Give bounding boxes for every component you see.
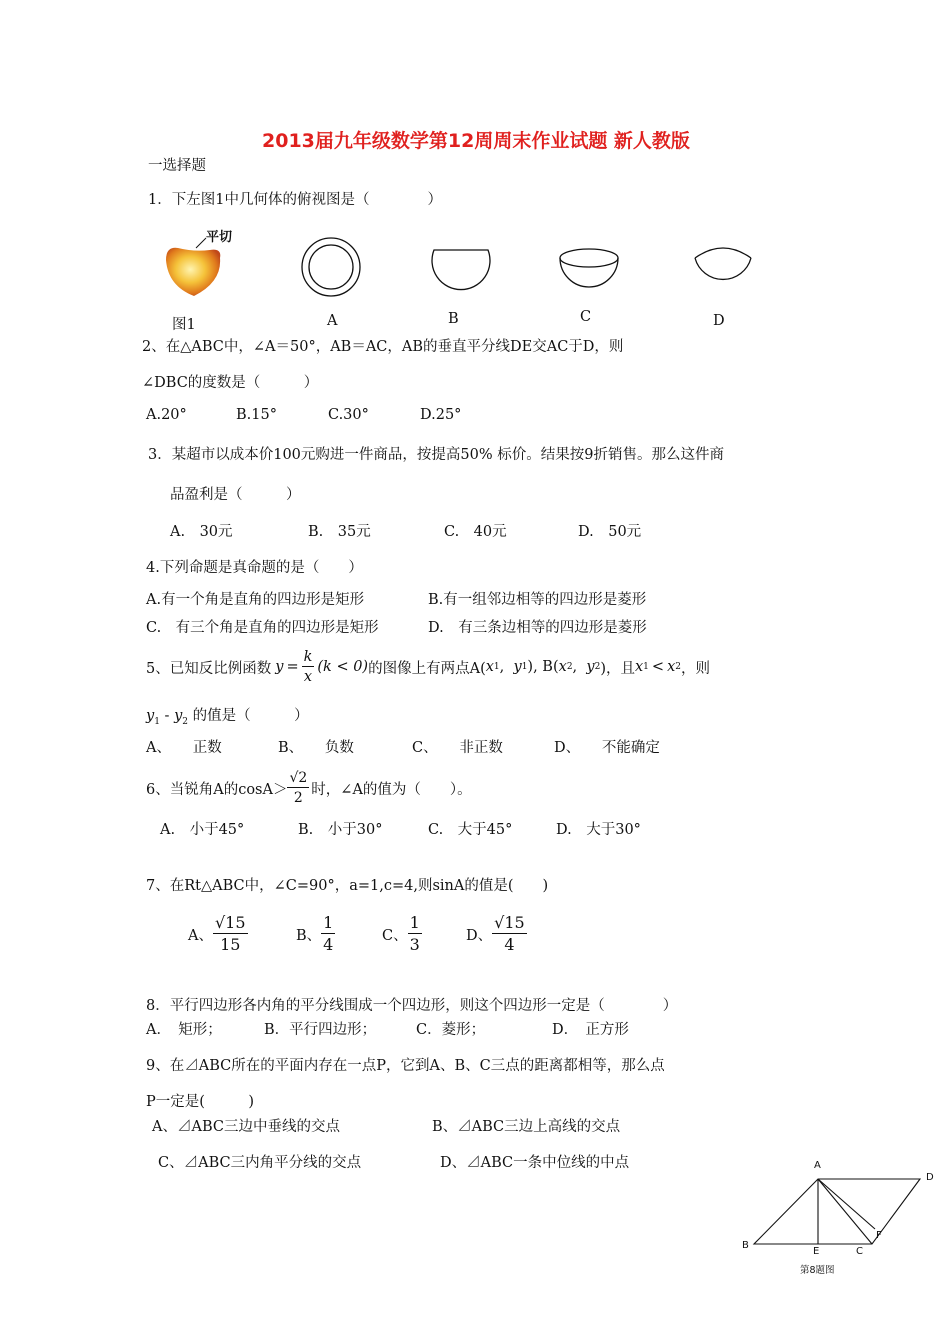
question-3-line-1: 3．某超市以成本价100元购进一件商品，按提高50% 标价。结果按9折销售。那么这件商 <box>148 447 724 463</box>
q6-prefix: 6、当锐角A的cosA＞ <box>146 781 288 798</box>
q7-c-den: 3 <box>409 935 420 954</box>
q7-c-num: 1 <box>409 913 420 932</box>
q5-ineq-x1: x <box>634 659 644 675</box>
question-5-line-1: 5、已知反比例函数 y = $\frac{k}{x}$ (k < 0) 的图像上有两点A( x 1 , y 1 ), B( x 2 , y 2 )，且 x 1 < x 2 ，则 <box>146 648 710 685</box>
q3-option-d: D. 50元 <box>578 524 642 540</box>
q5-condition: (k < 0) <box>317 659 369 675</box>
q6-option-c: C. 大于45° <box>428 822 513 838</box>
q8-option-d: D． 正方形 <box>552 1022 629 1038</box>
fig8-label-e: E <box>813 1246 820 1257</box>
q7-option-a-fraction <box>213 915 248 953</box>
fig8-label-d: D <box>926 1172 934 1183</box>
q5-ineq-x1-sub: 1 <box>643 662 649 672</box>
question-4-text: 4.下列命题是真命题的是（ ） <box>146 560 363 576</box>
question-6-text <box>146 766 472 810</box>
fig8-caption: 第8题图 <box>800 1265 835 1276</box>
q7-option-c-label: C、 <box>382 927 408 944</box>
q4-option-b: B.有一组邻边相等的四边形是菱形 <box>428 592 647 608</box>
q5-y2-sub: 2 <box>594 662 601 672</box>
q3-option-b: B. 35元 <box>308 524 371 540</box>
q7-d-den: 4 <box>504 935 515 954</box>
question-2-line-2: ∠DBC的度数是（ ） <box>142 375 319 391</box>
q5-option-a: A、 正数 <box>146 740 222 756</box>
q7-option-d <box>466 908 527 960</box>
q6-fraction <box>287 771 309 805</box>
option-d-label: D <box>713 313 725 329</box>
question-9-line-2: P一定是( ) <box>146 1094 255 1110</box>
q9-option-c: C、⊿ABC三内角平分线的交点 <box>158 1155 362 1171</box>
page-title: 2013届九年级数学第12周周末作业试题 新人教版 <box>262 130 690 152</box>
q3-option-c: C. 40元 <box>444 524 507 540</box>
option-c-figure <box>556 240 622 304</box>
q5-ineq-x2-sub: 2 <box>675 662 681 672</box>
apple-figure <box>160 224 260 304</box>
truncated-circle-icon <box>428 246 494 302</box>
circle-with-cap-icon <box>690 240 756 300</box>
fig8-label-b: B <box>742 1240 749 1251</box>
question-3-line-2: 品盈利是（ ） <box>170 487 301 503</box>
q5-option-b: B、 负数 <box>278 740 354 756</box>
q7-d-num: √15 <box>494 913 525 932</box>
q5-less-than: < <box>651 659 665 675</box>
q5-x1-sub: 1 <box>493 662 500 672</box>
q7-option-b-fraction <box>321 915 335 953</box>
q7-b-num: 1 <box>323 913 334 932</box>
q5-y1-sub: 1 <box>521 662 528 672</box>
q7-option-c <box>382 908 422 960</box>
q5-l2-text: 的值是（ ） <box>192 708 309 724</box>
q5-close: )，且 <box>600 660 635 677</box>
q5-l2-y2-sub: 2 <box>182 716 188 727</box>
question-5-line-2 <box>146 704 309 727</box>
q6-frac-num: √2 <box>289 770 308 786</box>
q7-option-a-label: A、 <box>188 927 213 944</box>
option-a-label: A <box>327 313 338 329</box>
option-b-figure <box>428 246 494 306</box>
q4-option-c: C. 有三个角是直角的四边形是矩形 <box>146 620 379 636</box>
q5-equals: = <box>286 659 299 675</box>
q5-frac-den: x <box>303 669 313 685</box>
option-a-figure <box>300 236 362 302</box>
q9-option-d: D、⊿ABC一条中位线的中点 <box>440 1155 630 1171</box>
q7-a-num: √15 <box>214 913 246 932</box>
q9-option-a: A、⊿ABC三边中垂线的交点 <box>152 1119 340 1135</box>
q5-l2-y2: y <box>174 708 183 724</box>
q5-y2: y <box>586 659 595 675</box>
q5-tail: ，则 <box>680 660 710 677</box>
q5-l2-y1: y <box>146 708 155 724</box>
question-9-line-1: 9、在⊿ABC所在的平面内存在一点P，它到A、B、C三点的距离都相等，那么点 <box>146 1058 665 1074</box>
concentric-circles-icon <box>300 236 362 298</box>
q8-option-c: C．菱形； <box>416 1022 486 1038</box>
q8-option-b: B．平行四边形； <box>264 1022 377 1038</box>
q7-option-a <box>188 908 248 960</box>
question-2-line-1: 2、在△ABC中，∠A＝50°，AB＝AC，AB的垂直平分线DE交AC于D，则 <box>142 339 624 355</box>
q2-option-c: C.30° <box>328 407 369 423</box>
parallelogram-diagram <box>736 1158 936 1278</box>
q7-option-b <box>296 908 335 960</box>
q8-option-a: A． 矩形； <box>146 1022 222 1038</box>
q5-option-d: D、 不能确定 <box>554 740 660 756</box>
question-7-text: 7、在Rt△ABC中，∠C=90°，a=1,c=4,则sinA的值是( ) <box>146 878 549 894</box>
q5-y1: y <box>513 659 522 675</box>
figure-8 <box>736 1158 936 1278</box>
q5-x1: x <box>485 659 494 675</box>
option-c-label: C <box>580 309 592 325</box>
question-8-text: 8．平行四边形各内角的平分线围成一个四边形，则这个四边形一定是（ ） <box>146 998 678 1014</box>
q2-option-a: A.20° <box>146 407 187 423</box>
q5-point-b: ), B( <box>527 659 559 675</box>
fig8-label-c: C <box>856 1246 863 1257</box>
q5-x2: x <box>558 659 567 675</box>
q6-option-d: D. 大于30° <box>556 822 641 838</box>
q5-l2-minus: - <box>164 708 175 724</box>
fig8-label-f: F <box>876 1230 882 1241</box>
q6-option-a: A. 小于45° <box>160 822 245 838</box>
section-heading: 一选择题 <box>148 158 206 174</box>
q5-prefix: 5、已知反比例函数 <box>146 660 272 677</box>
q6-suffix: 时，∠A的值为（ ）。 <box>311 781 472 798</box>
q2-option-b: B.15° <box>236 407 277 423</box>
bowl-shape-icon <box>556 240 622 300</box>
figure-1-label: 图1 <box>172 317 196 333</box>
option-d-figure <box>690 240 756 304</box>
q4-option-d: D. 有三条边相等的四边形是菱形 <box>428 620 647 636</box>
q7-option-c-fraction <box>408 915 422 953</box>
q5-func-y: y <box>275 659 284 675</box>
q3-option-a: A. 30元 <box>170 524 233 540</box>
q5-l2-y1-sub: 1 <box>154 716 160 727</box>
q7-option-d-fraction <box>492 915 527 953</box>
q4-option-a: A.有一个角是直角的四边形是矩形 <box>146 592 365 608</box>
q2-option-d: D.25° <box>420 407 462 423</box>
question-1-text: 1．下左图1中几何体的俯视图是（ ） <box>148 192 442 208</box>
apple-cut-label: 平切 <box>206 230 233 245</box>
q5-mid: 的图像上有两点A( <box>368 660 486 677</box>
fig8-label-a: A <box>814 1160 821 1171</box>
q5-ineq-x2: x <box>667 659 676 675</box>
q7-b-den: 4 <box>323 935 334 954</box>
option-b-label: B <box>448 311 459 327</box>
q6-frac-den: 2 <box>293 790 303 806</box>
q7-a-den: 15 <box>220 935 241 954</box>
q6-option-b: B. 小于30° <box>298 822 383 838</box>
q5-fraction <box>302 650 315 685</box>
q9-option-b: B、⊿ABC三边上高线的交点 <box>432 1119 621 1135</box>
q7-option-b-label: B、 <box>296 927 322 944</box>
q5-frac-num: k <box>302 650 315 668</box>
q7-option-d-label: D、 <box>466 927 493 944</box>
q5-x2-sub: 2 <box>566 662 573 672</box>
q5-option-c: C、 非正数 <box>412 740 503 756</box>
